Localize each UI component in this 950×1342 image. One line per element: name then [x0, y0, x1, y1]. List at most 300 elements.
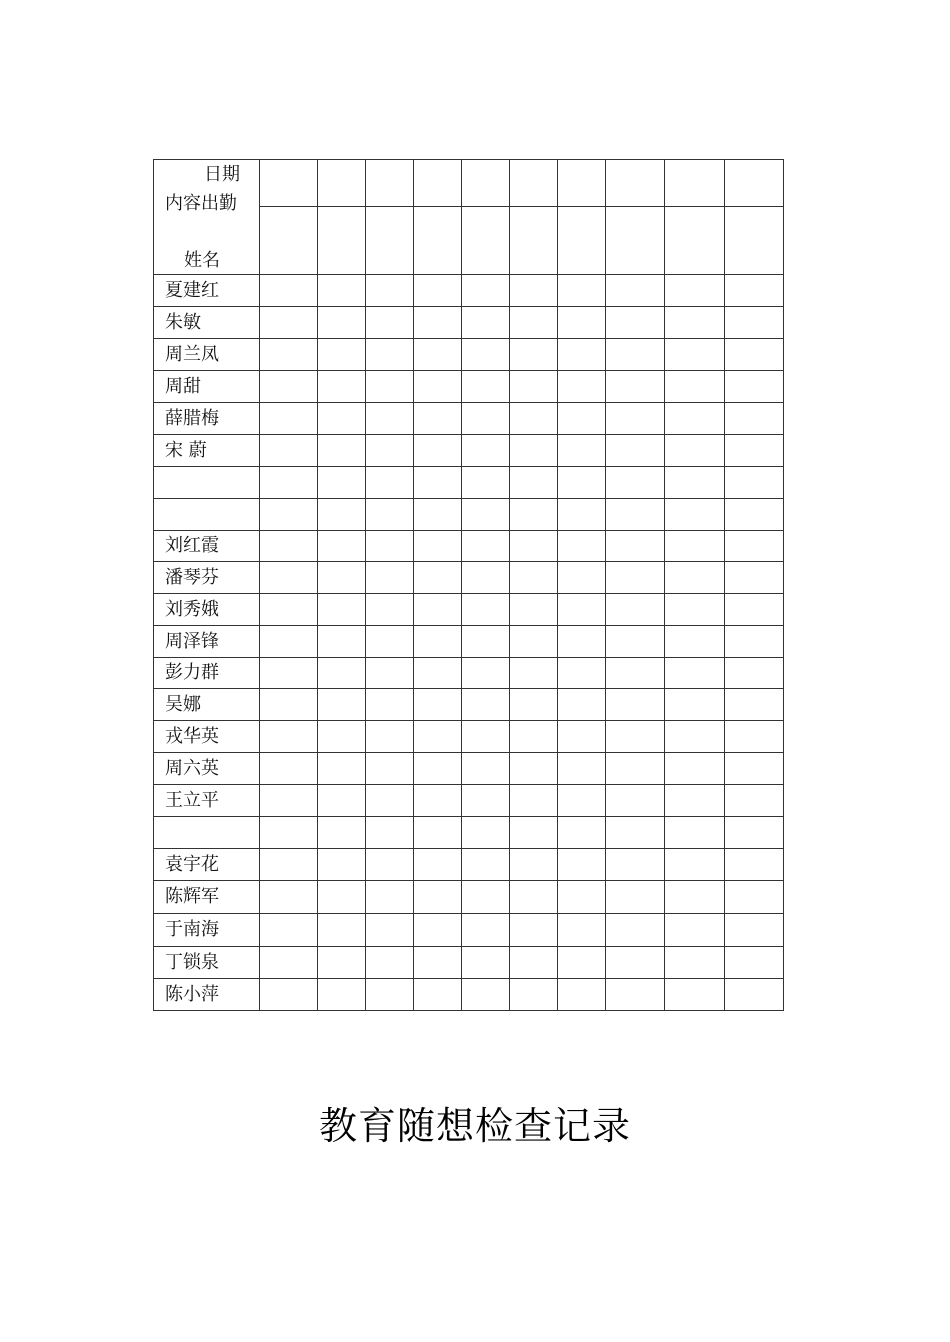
attendance-cell — [260, 307, 318, 339]
attendance-cell — [510, 658, 558, 689]
attendance-cell — [260, 435, 318, 467]
student-name-cell: 潘琴芬 — [154, 562, 260, 594]
attendance-cell — [510, 531, 558, 562]
attendance-cell — [318, 753, 366, 785]
attendance-cell — [260, 499, 318, 531]
attendance-cell — [606, 849, 665, 881]
attendance-cell — [462, 467, 510, 499]
attendance-cell — [414, 947, 462, 979]
content-cell — [606, 207, 665, 275]
attendance-cell — [510, 403, 558, 435]
attendance-cell — [366, 594, 414, 626]
date-cell — [510, 160, 558, 207]
attendance-cell — [414, 658, 462, 689]
attendance-cell — [366, 947, 414, 979]
student-name-cell: 周兰凤 — [154, 339, 260, 371]
attendance-cell — [606, 658, 665, 689]
attendance-cell — [510, 979, 558, 1011]
table-row — [154, 817, 784, 849]
attendance-cell — [558, 435, 606, 467]
attendance-cell — [510, 371, 558, 403]
attendance-cell — [366, 371, 414, 403]
attendance-cell — [558, 531, 606, 562]
attendance-cell — [260, 562, 318, 594]
table-row — [154, 594, 784, 626]
attendance-cell — [558, 721, 606, 753]
student-name-cell — [154, 817, 260, 849]
attendance-cell — [462, 626, 510, 658]
attendance-cell — [462, 785, 510, 817]
attendance-cell — [510, 689, 558, 721]
attendance-cell — [366, 914, 414, 947]
attendance-cell — [510, 594, 558, 626]
attendance-cell — [510, 562, 558, 594]
attendance-cell — [510, 339, 558, 371]
attendance-cell — [725, 594, 784, 626]
table-row — [154, 658, 784, 689]
attendance-cell — [318, 467, 366, 499]
attendance-table — [153, 159, 784, 1011]
student-name-cell: 周泽锋 — [154, 626, 260, 658]
attendance-cell — [606, 467, 665, 499]
date-cell — [318, 160, 366, 207]
date-cell — [665, 160, 725, 207]
attendance-cell — [558, 914, 606, 947]
attendance-cell — [725, 658, 784, 689]
table-row — [154, 531, 784, 562]
attendance-cell — [725, 753, 784, 785]
attendance-cell — [510, 307, 558, 339]
date-cell — [260, 160, 318, 207]
attendance-cell — [414, 689, 462, 721]
attendance-cell — [665, 467, 725, 499]
content-cell — [366, 207, 414, 275]
attendance-cell — [414, 881, 462, 914]
attendance-cell — [462, 339, 510, 371]
attendance-cell — [665, 947, 725, 979]
attendance-cell — [558, 626, 606, 658]
attendance-cell — [414, 371, 462, 403]
attendance-cell — [462, 307, 510, 339]
student-name-cell: 袁宇花 — [154, 849, 260, 881]
student-name-cell: 宋 蔚 — [154, 435, 260, 467]
attendance-cell — [260, 817, 318, 849]
attendance-cell — [366, 403, 414, 435]
attendance-cell — [725, 371, 784, 403]
attendance-cell — [606, 275, 665, 307]
attendance-cell — [725, 881, 784, 914]
table-row — [154, 914, 784, 947]
attendance-cell — [665, 753, 725, 785]
attendance-cell — [366, 467, 414, 499]
attendance-cell — [725, 435, 784, 467]
attendance-cell — [260, 881, 318, 914]
student-name-cell: 薛腊梅 — [154, 403, 260, 435]
attendance-cell — [318, 947, 366, 979]
table-row — [154, 785, 784, 817]
attendance-cell — [260, 753, 318, 785]
attendance-cell — [366, 721, 414, 753]
attendance-cell — [665, 817, 725, 849]
attendance-cell — [558, 371, 606, 403]
content-cell — [260, 207, 318, 275]
attendance-cell — [260, 914, 318, 947]
attendance-cell — [510, 435, 558, 467]
attendance-cell — [665, 562, 725, 594]
table-row — [154, 721, 784, 753]
attendance-cell — [510, 275, 558, 307]
table-row — [154, 626, 784, 658]
attendance-cell — [260, 721, 318, 753]
attendance-cell — [665, 594, 725, 626]
table-row — [154, 275, 784, 307]
attendance-cell — [665, 881, 725, 914]
attendance-cell — [318, 817, 366, 849]
attendance-cell — [558, 307, 606, 339]
attendance-cell — [260, 626, 318, 658]
attendance-cell — [366, 562, 414, 594]
attendance-cell — [606, 403, 665, 435]
attendance-cell — [318, 562, 366, 594]
attendance-cell — [558, 881, 606, 914]
student-name-cell: 陈小萍 — [154, 979, 260, 1011]
attendance-cell — [318, 785, 366, 817]
date-cell — [462, 160, 510, 207]
attendance-cell — [665, 689, 725, 721]
attendance-cell — [366, 881, 414, 914]
attendance-cell — [366, 531, 414, 562]
attendance-cell — [725, 499, 784, 531]
attendance-cell — [725, 947, 784, 979]
attendance-cell — [558, 753, 606, 785]
attendance-cell — [606, 979, 665, 1011]
attendance-cell — [725, 817, 784, 849]
attendance-cell — [260, 785, 318, 817]
attendance-cell — [725, 339, 784, 371]
attendance-cell — [462, 753, 510, 785]
attendance-cell — [260, 275, 318, 307]
attendance-cell — [414, 435, 462, 467]
attendance-cell — [318, 275, 366, 307]
attendance-cell — [260, 403, 318, 435]
attendance-cell — [558, 785, 606, 817]
attendance-cell — [462, 435, 510, 467]
attendance-cell — [318, 881, 366, 914]
table-row — [154, 849, 784, 881]
attendance-cell — [510, 947, 558, 979]
attendance-cell — [366, 817, 414, 849]
attendance-cell — [558, 849, 606, 881]
attendance-cell — [606, 721, 665, 753]
attendance-cell — [366, 785, 414, 817]
attendance-cell — [366, 626, 414, 658]
attendance-cell — [318, 849, 366, 881]
attendance-cell — [665, 371, 725, 403]
attendance-cell — [260, 979, 318, 1011]
attendance-cell — [260, 371, 318, 403]
attendance-cell — [366, 499, 414, 531]
attendance-cell — [414, 531, 462, 562]
table-row — [154, 689, 784, 721]
content-cell — [665, 207, 725, 275]
attendance-cell — [725, 721, 784, 753]
content-cell — [558, 207, 606, 275]
attendance-cell — [510, 721, 558, 753]
attendance-cell — [510, 881, 558, 914]
date-cell — [414, 160, 462, 207]
attendance-cell — [558, 594, 606, 626]
student-name-cell: 周六英 — [154, 753, 260, 785]
attendance-cell — [462, 721, 510, 753]
attendance-cell — [606, 881, 665, 914]
attendance-cell — [414, 499, 462, 531]
student-name-cell — [154, 499, 260, 531]
attendance-cell — [462, 594, 510, 626]
attendance-cell — [558, 467, 606, 499]
attendance-cell — [558, 562, 606, 594]
date-label: 日期 — [204, 164, 240, 185]
date-cell — [725, 160, 784, 207]
attendance-cell — [725, 275, 784, 307]
attendance-cell — [510, 753, 558, 785]
table-row — [154, 562, 784, 594]
attendance-cell — [414, 594, 462, 626]
attendance-cell — [665, 435, 725, 467]
attendance-cell — [318, 979, 366, 1011]
attendance-cell — [260, 594, 318, 626]
attendance-cell — [725, 307, 784, 339]
attendance-cell — [606, 307, 665, 339]
attendance-cell — [558, 403, 606, 435]
attendance-cell — [414, 275, 462, 307]
attendance-cell — [318, 531, 366, 562]
attendance-cell — [414, 914, 462, 947]
date-cell — [558, 160, 606, 207]
attendance-cell — [510, 849, 558, 881]
attendance-cell — [558, 689, 606, 721]
attendance-cell — [606, 914, 665, 947]
attendance-cell — [462, 499, 510, 531]
attendance-cell — [606, 339, 665, 371]
table-row — [154, 753, 784, 785]
attendance-cell — [462, 562, 510, 594]
attendance-cell — [260, 849, 318, 881]
attendance-cell — [366, 339, 414, 371]
attendance-cell — [366, 658, 414, 689]
attendance-cell — [725, 689, 784, 721]
attendance-cell — [318, 371, 366, 403]
attendance-cell — [606, 817, 665, 849]
attendance-cell — [260, 689, 318, 721]
attendance-cell — [318, 626, 366, 658]
attendance-cell — [665, 339, 725, 371]
attendance-cell — [318, 658, 366, 689]
table-row — [154, 881, 784, 914]
attendance-cell — [414, 979, 462, 1011]
attendance-cell — [606, 785, 665, 817]
attendance-cell — [665, 307, 725, 339]
attendance-cell — [558, 947, 606, 979]
attendance-cell — [366, 979, 414, 1011]
attendance-cell — [414, 849, 462, 881]
attendance-cell — [462, 658, 510, 689]
student-name-cell: 陈辉军 — [154, 881, 260, 914]
student-name-cell: 于南海 — [154, 914, 260, 947]
attendance-cell — [665, 721, 725, 753]
attendance-cell — [725, 849, 784, 881]
attendance-cell — [665, 626, 725, 658]
attendance-cell — [318, 435, 366, 467]
attendance-cell — [462, 881, 510, 914]
attendance-cell — [606, 689, 665, 721]
student-name-cell: 丁锁泉 — [154, 947, 260, 979]
attendance-cell — [606, 594, 665, 626]
attendance-cell — [414, 562, 462, 594]
student-name-cell: 吴娜 — [154, 689, 260, 721]
attendance-cell — [260, 658, 318, 689]
student-name-cell: 刘秀娥 — [154, 594, 260, 626]
attendance-cell — [462, 403, 510, 435]
attendance-cell — [318, 689, 366, 721]
attendance-cell — [725, 562, 784, 594]
attendance-cell — [606, 531, 665, 562]
attendance-cell — [606, 626, 665, 658]
attendance-cell — [665, 849, 725, 881]
attendance-cell — [366, 275, 414, 307]
attendance-cell — [414, 467, 462, 499]
attendance-cell — [366, 307, 414, 339]
content-cell — [462, 207, 510, 275]
attendance-cell — [558, 817, 606, 849]
attendance-cell — [318, 307, 366, 339]
attendance-cell — [462, 371, 510, 403]
student-name-cell: 王立平 — [154, 785, 260, 817]
attendance-cell — [414, 339, 462, 371]
attendance-cell — [665, 403, 725, 435]
attendance-cell — [462, 689, 510, 721]
attendance-cell — [725, 626, 784, 658]
attendance-cell — [318, 403, 366, 435]
attendance-cell — [606, 499, 665, 531]
table-row — [154, 499, 784, 531]
content-cell — [414, 207, 462, 275]
attendance-cell — [414, 817, 462, 849]
attendance-cell — [462, 275, 510, 307]
header-row-dates — [154, 160, 784, 207]
attendance-cell — [665, 979, 725, 1011]
attendance-cell — [260, 339, 318, 371]
student-name-cell — [154, 467, 260, 499]
student-name-cell: 彭力群 — [154, 658, 260, 689]
attendance-cell — [606, 947, 665, 979]
attendance-cell — [606, 753, 665, 785]
attendance-cell — [665, 531, 725, 562]
student-name-cell: 周甜 — [154, 371, 260, 403]
attendance-cell — [318, 594, 366, 626]
attendance-cell — [558, 979, 606, 1011]
attendance-cell — [462, 531, 510, 562]
attendance-cell — [725, 467, 784, 499]
attendance-cell — [510, 626, 558, 658]
attendance-cell — [414, 721, 462, 753]
attendance-cell — [665, 275, 725, 307]
table-row — [154, 371, 784, 403]
attendance-cell — [462, 947, 510, 979]
attendance-cell — [606, 435, 665, 467]
content-cell — [318, 207, 366, 275]
attendance-cell — [725, 914, 784, 947]
attendance-cell — [606, 562, 665, 594]
date-cell — [366, 160, 414, 207]
attendance-cell — [665, 658, 725, 689]
student-name-cell: 刘红霞 — [154, 531, 260, 562]
attendance-cell — [558, 275, 606, 307]
attendance-cell — [462, 914, 510, 947]
table-row — [154, 307, 784, 339]
attendance-cell — [725, 785, 784, 817]
attendance-cell — [510, 914, 558, 947]
attendance-cell — [558, 499, 606, 531]
attendance-cell — [414, 785, 462, 817]
student-name-cell: 朱敏 — [154, 307, 260, 339]
attendance-cell — [260, 467, 318, 499]
student-name-cell: 夏建红 — [154, 275, 260, 307]
attendance-cell — [510, 467, 558, 499]
table-row — [154, 403, 784, 435]
table-row — [154, 339, 784, 371]
table-row — [154, 947, 784, 979]
attendance-cell — [665, 785, 725, 817]
attendance-cell — [606, 371, 665, 403]
attendance-cell — [260, 531, 318, 562]
attendance-cell — [510, 817, 558, 849]
attendance-cell — [665, 499, 725, 531]
attendance-cell — [366, 849, 414, 881]
attendance-cell — [318, 914, 366, 947]
attendance-cell — [462, 849, 510, 881]
attendance-cell — [725, 531, 784, 562]
content-attendance-label: 内容出勤 — [165, 193, 237, 214]
attendance-cell — [725, 979, 784, 1011]
table-row — [154, 435, 784, 467]
attendance-cell — [462, 979, 510, 1011]
attendance-cell — [260, 947, 318, 979]
attendance-cell — [558, 658, 606, 689]
attendance-cell — [366, 753, 414, 785]
content-cell — [510, 207, 558, 275]
header-corner-cell — [154, 160, 260, 275]
attendance-cell — [462, 817, 510, 849]
document-title: 教育随想检查记录 — [318, 1104, 631, 1148]
attendance-cell — [414, 403, 462, 435]
name-label: 姓名 — [184, 250, 220, 271]
attendance-cell — [414, 626, 462, 658]
attendance-cell — [510, 499, 558, 531]
attendance-cell — [318, 339, 366, 371]
attendance-cell — [366, 689, 414, 721]
attendance-cell — [510, 785, 558, 817]
attendance-cell — [414, 307, 462, 339]
attendance-cell — [725, 403, 784, 435]
student-name-cell: 戎华英 — [154, 721, 260, 753]
attendance-cell — [414, 753, 462, 785]
attendance-cell — [318, 499, 366, 531]
attendance-cell — [665, 914, 725, 947]
content-cell — [725, 207, 784, 275]
attendance-cell — [318, 721, 366, 753]
attendance-cell — [366, 435, 414, 467]
table-row — [154, 979, 784, 1011]
